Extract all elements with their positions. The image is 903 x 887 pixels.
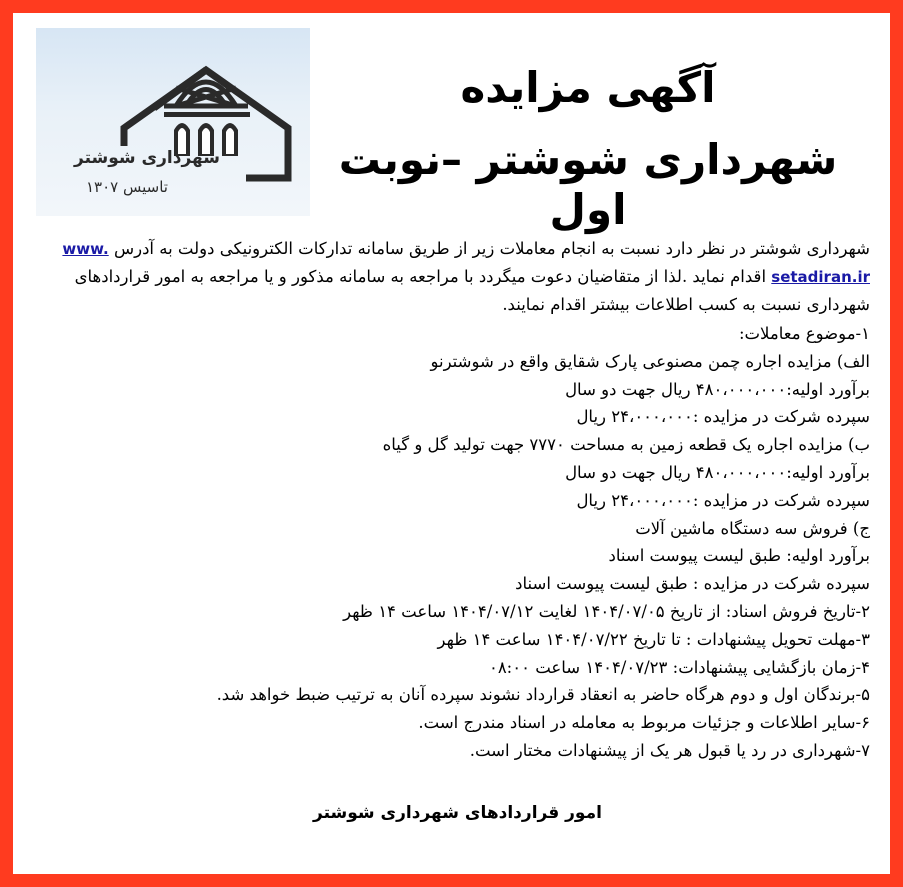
intro-paragraph	[25, 235, 870, 318]
intro-text-before-link: شهرداری شوشتر در نظر دارد نسبت به انجام معاملات زیر از طریق سامانه تدارکات الکترونیکی دولت به آدرس	[108, 239, 870, 258]
list-item: برآورد اولیه:۴۸۰،۰۰۰،۰۰۰ ریال جهت دو سال	[565, 462, 870, 482]
list-item: برآورد اولیه:۴۸۰،۰۰۰،۰۰۰ ریال جهت دو سال	[565, 379, 870, 399]
list-item: سپرده شرکت در مزایده : طبق لیست پیوست اسناد	[515, 574, 870, 594]
announcement-frame	[13, 13, 890, 874]
list-item: ج) فروش سه دستگاه ماشین آلات	[635, 518, 870, 538]
title-line-2: شهرداری شوشتر –نوبت اول	[338, 135, 838, 234]
municipality-building-icon	[36, 28, 310, 216]
municipality-logo	[36, 28, 310, 216]
list-item: ۶-سایر اطلاعات و جزئیات مربوط به معامله در اسناد مندرج است.	[418, 713, 870, 733]
list-item: ۷-شهرداری در رد یا قبول هر یک از پیشنهادات مختار است.	[469, 740, 870, 760]
page-title	[328, 63, 848, 235]
signature: امور قراردادهای شهرداری شوشتر	[313, 803, 602, 823]
terms-list	[25, 320, 870, 765]
list-item: الف) مزایده اجاره چمن مصنوعی پارک شقایق واقع در شوشترنو	[430, 351, 870, 371]
list-item: ۱-موضوع معاملات:	[738, 324, 870, 343]
setadiran-link[interactable]: www. setadiran.ir	[62, 240, 870, 286]
list-item: ب) مزایده اجاره یک قطعه زمین به مساحت ۷۷۷۰ جهت تولید گل و گیاه	[382, 435, 870, 455]
announcement-body	[25, 235, 870, 765]
list-item: ۲-تاریخ فروش اسناد: از تاریخ ۱۴۰۴/۰۷/۰۵ لغایت ۱۴۰۴/۰۷/۱۲ ساعت ۱۴ ظهر	[343, 601, 870, 621]
list-item: ۳-مهلت تحویل پیشنهادات : تا تاریخ ۱۴۰۴/۰۷/۲۲ ساعت ۱۴ ظهر	[437, 629, 870, 649]
list-item: برآورد اولیه: طبق لیست پیوست اسناد	[608, 546, 870, 566]
logo-name: شهرداری شوشتر	[74, 148, 220, 168]
title-line-1: آگهی مزایده	[460, 63, 716, 112]
list-item: سپرده شرکت در مزایده :۲۴،۰۰۰،۰۰۰ ریال	[576, 407, 870, 427]
list-item: سپرده شرکت در مزایده :۲۴،۰۰۰،۰۰۰ ریال	[576, 490, 870, 510]
intro-text-after-link: اقدام نماید .لذا از متقاضیان دعوت میگردد با مراجعه به سامانه مذکور و یا مراجعه به امور قراردادهای شهرداری نسبت به کسب اطلاعات بیشتر اقدام نمایند.	[74, 267, 870, 314]
logo-founded: تاسیس ۱۳۰۷	[86, 178, 168, 196]
list-item: ۵-برندگان اول و دوم هرگاه حاضر به انعقاد قرارداد نشوند سپرده آنان به ترتیب ضبط خواهد شد.	[216, 685, 870, 705]
list-item: ۴-زمان بازگشایی پیشنهادات: ۱۴۰۴/۰۷/۲۳ ساعت ۰۸:۰۰	[488, 657, 870, 677]
